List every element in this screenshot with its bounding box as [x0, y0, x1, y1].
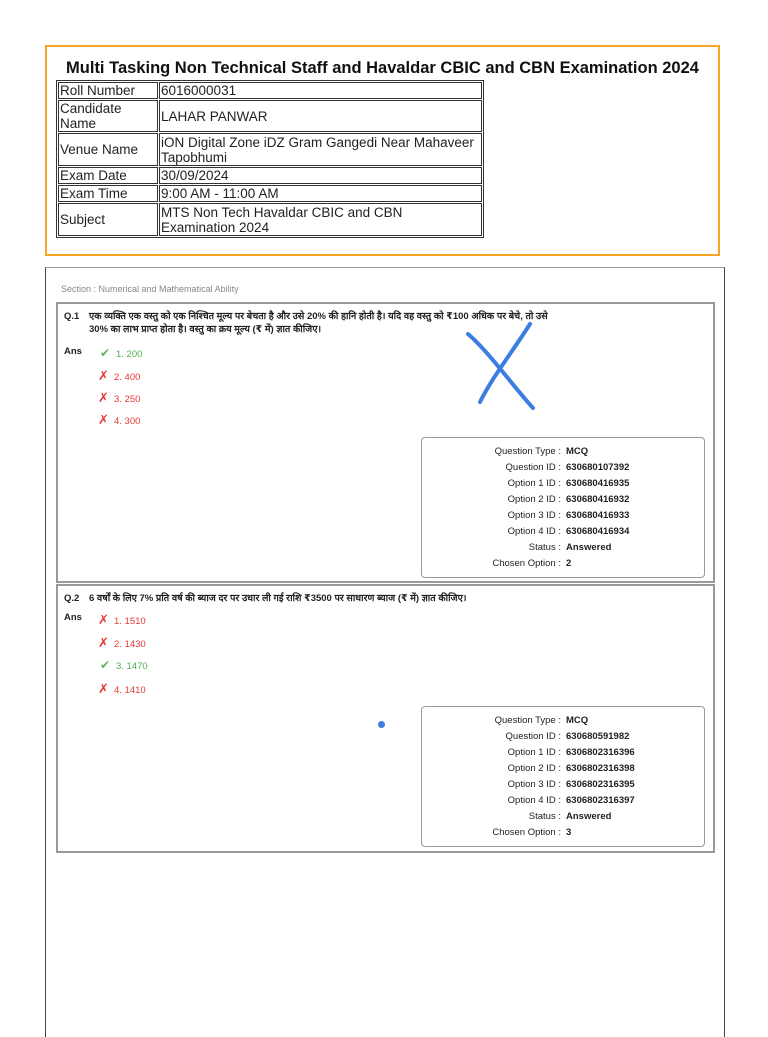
info-row [58, 185, 482, 202]
meta-key: Option 3 ID : [507, 510, 561, 521]
question-meta-panel [421, 437, 705, 578]
meta-key: Option 2 ID : [507, 763, 561, 774]
option-label: 4. 300 [114, 416, 141, 427]
meta-key: Option 4 ID : [507, 795, 561, 806]
option-label: 2. 1430 [114, 639, 146, 650]
option-label: 3. 250 [114, 394, 141, 405]
info-label: Roll Number [58, 82, 158, 99]
info-label: Exam Date [58, 167, 158, 184]
meta-row [422, 510, 704, 525]
meta-key: Option 4 ID : [507, 526, 561, 537]
info-value: LAHAR PANWAR [159, 100, 482, 132]
info-value: 9:00 AM - 11:00 AM [159, 185, 482, 202]
option-correct [100, 658, 148, 672]
meta-key: Chosen Option : [492, 827, 561, 838]
question-number: Q.1 [64, 311, 80, 322]
meta-key: Question Type : [494, 446, 561, 457]
meta-value: 6306802316395 [566, 779, 635, 790]
meta-value: 630680416933 [566, 510, 630, 521]
option-wrong [98, 635, 146, 651]
question-panel [56, 584, 715, 853]
cross-icon: ✗ [98, 635, 109, 650]
question-number: Q.2 [64, 593, 80, 604]
meta-row [422, 494, 704, 509]
question-text [64, 592, 649, 605]
meta-key: Status : [528, 811, 561, 822]
meta-row [422, 811, 704, 826]
question-body: 6 वर्षों के लिए 7% प्रति वर्ष की ब्याज दर पर उधार ली गई राशि ₹3500 पर साधारण ब्याज (₹ में) ज्ञात कीजिए। [89, 593, 467, 604]
meta-key: Option 2 ID : [507, 494, 561, 505]
meta-key: Option 1 ID : [507, 747, 561, 758]
meta-row [422, 462, 704, 477]
info-label: Venue Name [58, 133, 158, 166]
meta-key: Option 3 ID : [507, 779, 561, 790]
meta-key: Question ID : [505, 462, 561, 473]
meta-key: Status : [528, 542, 561, 553]
ans-label: Ans [64, 346, 82, 357]
meta-value: 630680416935 [566, 478, 630, 489]
meta-value: 630680591982 [566, 731, 630, 742]
meta-key: Question Type : [494, 715, 561, 726]
info-value: 6016000031 [159, 82, 482, 99]
option-label: 3. 1470 [116, 661, 148, 672]
meta-row [422, 715, 704, 730]
meta-row [422, 731, 704, 746]
info-row [58, 133, 482, 166]
ans-label: Ans [64, 612, 82, 623]
info-label: Exam Time [58, 185, 158, 202]
option-label: 1. 200 [116, 349, 143, 360]
candidate-info-table [56, 80, 484, 238]
info-value: 30/09/2024 [159, 167, 482, 184]
candidate-info-box [45, 45, 720, 256]
question-meta-panel [421, 706, 705, 847]
cross-icon: ✗ [98, 681, 109, 696]
info-row [58, 167, 482, 184]
meta-row [422, 526, 704, 541]
option-wrong [98, 612, 146, 628]
meta-row [422, 542, 704, 557]
cross-icon: ✗ [98, 390, 109, 405]
meta-value: 2 [566, 558, 572, 569]
cross-icon: ✗ [98, 368, 109, 383]
cross-icon: ✗ [98, 612, 109, 627]
meta-value: 3 [566, 827, 572, 838]
info-label: Candidate Name [58, 100, 158, 132]
check-icon: ✔ [100, 346, 111, 360]
option-wrong [98, 681, 146, 697]
question-body: एक व्यक्ति एक वस्तु को एक निश्चित मूल्य पर बेचता है और उसे 20% की हानि होती है। यदि वह वस्तु को ₹100 अधिक पर बेचे, तो उसे 30% का लाभ प्राप्त होता है। वस्तु का क्रय मूल्य (₹ में) ज्ञात कीजिए। [89, 311, 548, 335]
meta-row [422, 446, 704, 461]
meta-value: 630680107392 [566, 462, 630, 473]
option-label: 2. 400 [114, 372, 141, 383]
question-panel [56, 302, 715, 583]
meta-row [422, 827, 704, 842]
meta-row [422, 779, 704, 794]
meta-row [422, 795, 704, 810]
info-row [58, 100, 482, 132]
info-row [58, 82, 482, 99]
meta-value: Answered [566, 542, 612, 553]
option-correct [100, 346, 142, 360]
option-wrong [98, 412, 140, 428]
option-label: 1. 1510 [114, 616, 146, 627]
option-label: 4. 1410 [114, 685, 146, 696]
meta-value: 6306802316398 [566, 763, 635, 774]
exam-title: Multi Tasking Non Technical Staff and Havaldar CBIC and CBN Examination 2024 [66, 59, 699, 77]
meta-row [422, 478, 704, 493]
info-value: iON Digital Zone iDZ Gram Gangedi Near Mahaveer Tapobhumi [159, 133, 482, 166]
annotation-dot [378, 721, 385, 728]
meta-row [422, 747, 704, 762]
info-value: MTS Non Tech Havaldar CBIC and CBN Examination 2024 [159, 203, 482, 236]
meta-value: 6306802316397 [566, 795, 635, 806]
meta-value: 630680416932 [566, 494, 630, 505]
meta-value: 6306802316396 [566, 747, 635, 758]
check-icon: ✔ [100, 658, 111, 672]
meta-key: Question ID : [505, 731, 561, 742]
info-label: Subject [58, 203, 158, 236]
meta-row [422, 558, 704, 573]
info-row [58, 203, 482, 236]
meta-value: MCQ [566, 715, 589, 726]
cross-icon: ✗ [98, 412, 109, 427]
section-label: Section : Numerical and Mathematical Ability [61, 284, 239, 294]
response-sheet [45, 267, 725, 1037]
meta-key: Chosen Option : [492, 558, 561, 569]
option-wrong [98, 390, 140, 406]
handwritten-cross-annotation [458, 316, 548, 416]
meta-value: MCQ [566, 446, 589, 457]
meta-key: Option 1 ID : [507, 478, 561, 489]
meta-value: 630680416934 [566, 526, 630, 537]
meta-row [422, 763, 704, 778]
option-wrong [98, 368, 140, 384]
meta-value: Answered [566, 811, 612, 822]
